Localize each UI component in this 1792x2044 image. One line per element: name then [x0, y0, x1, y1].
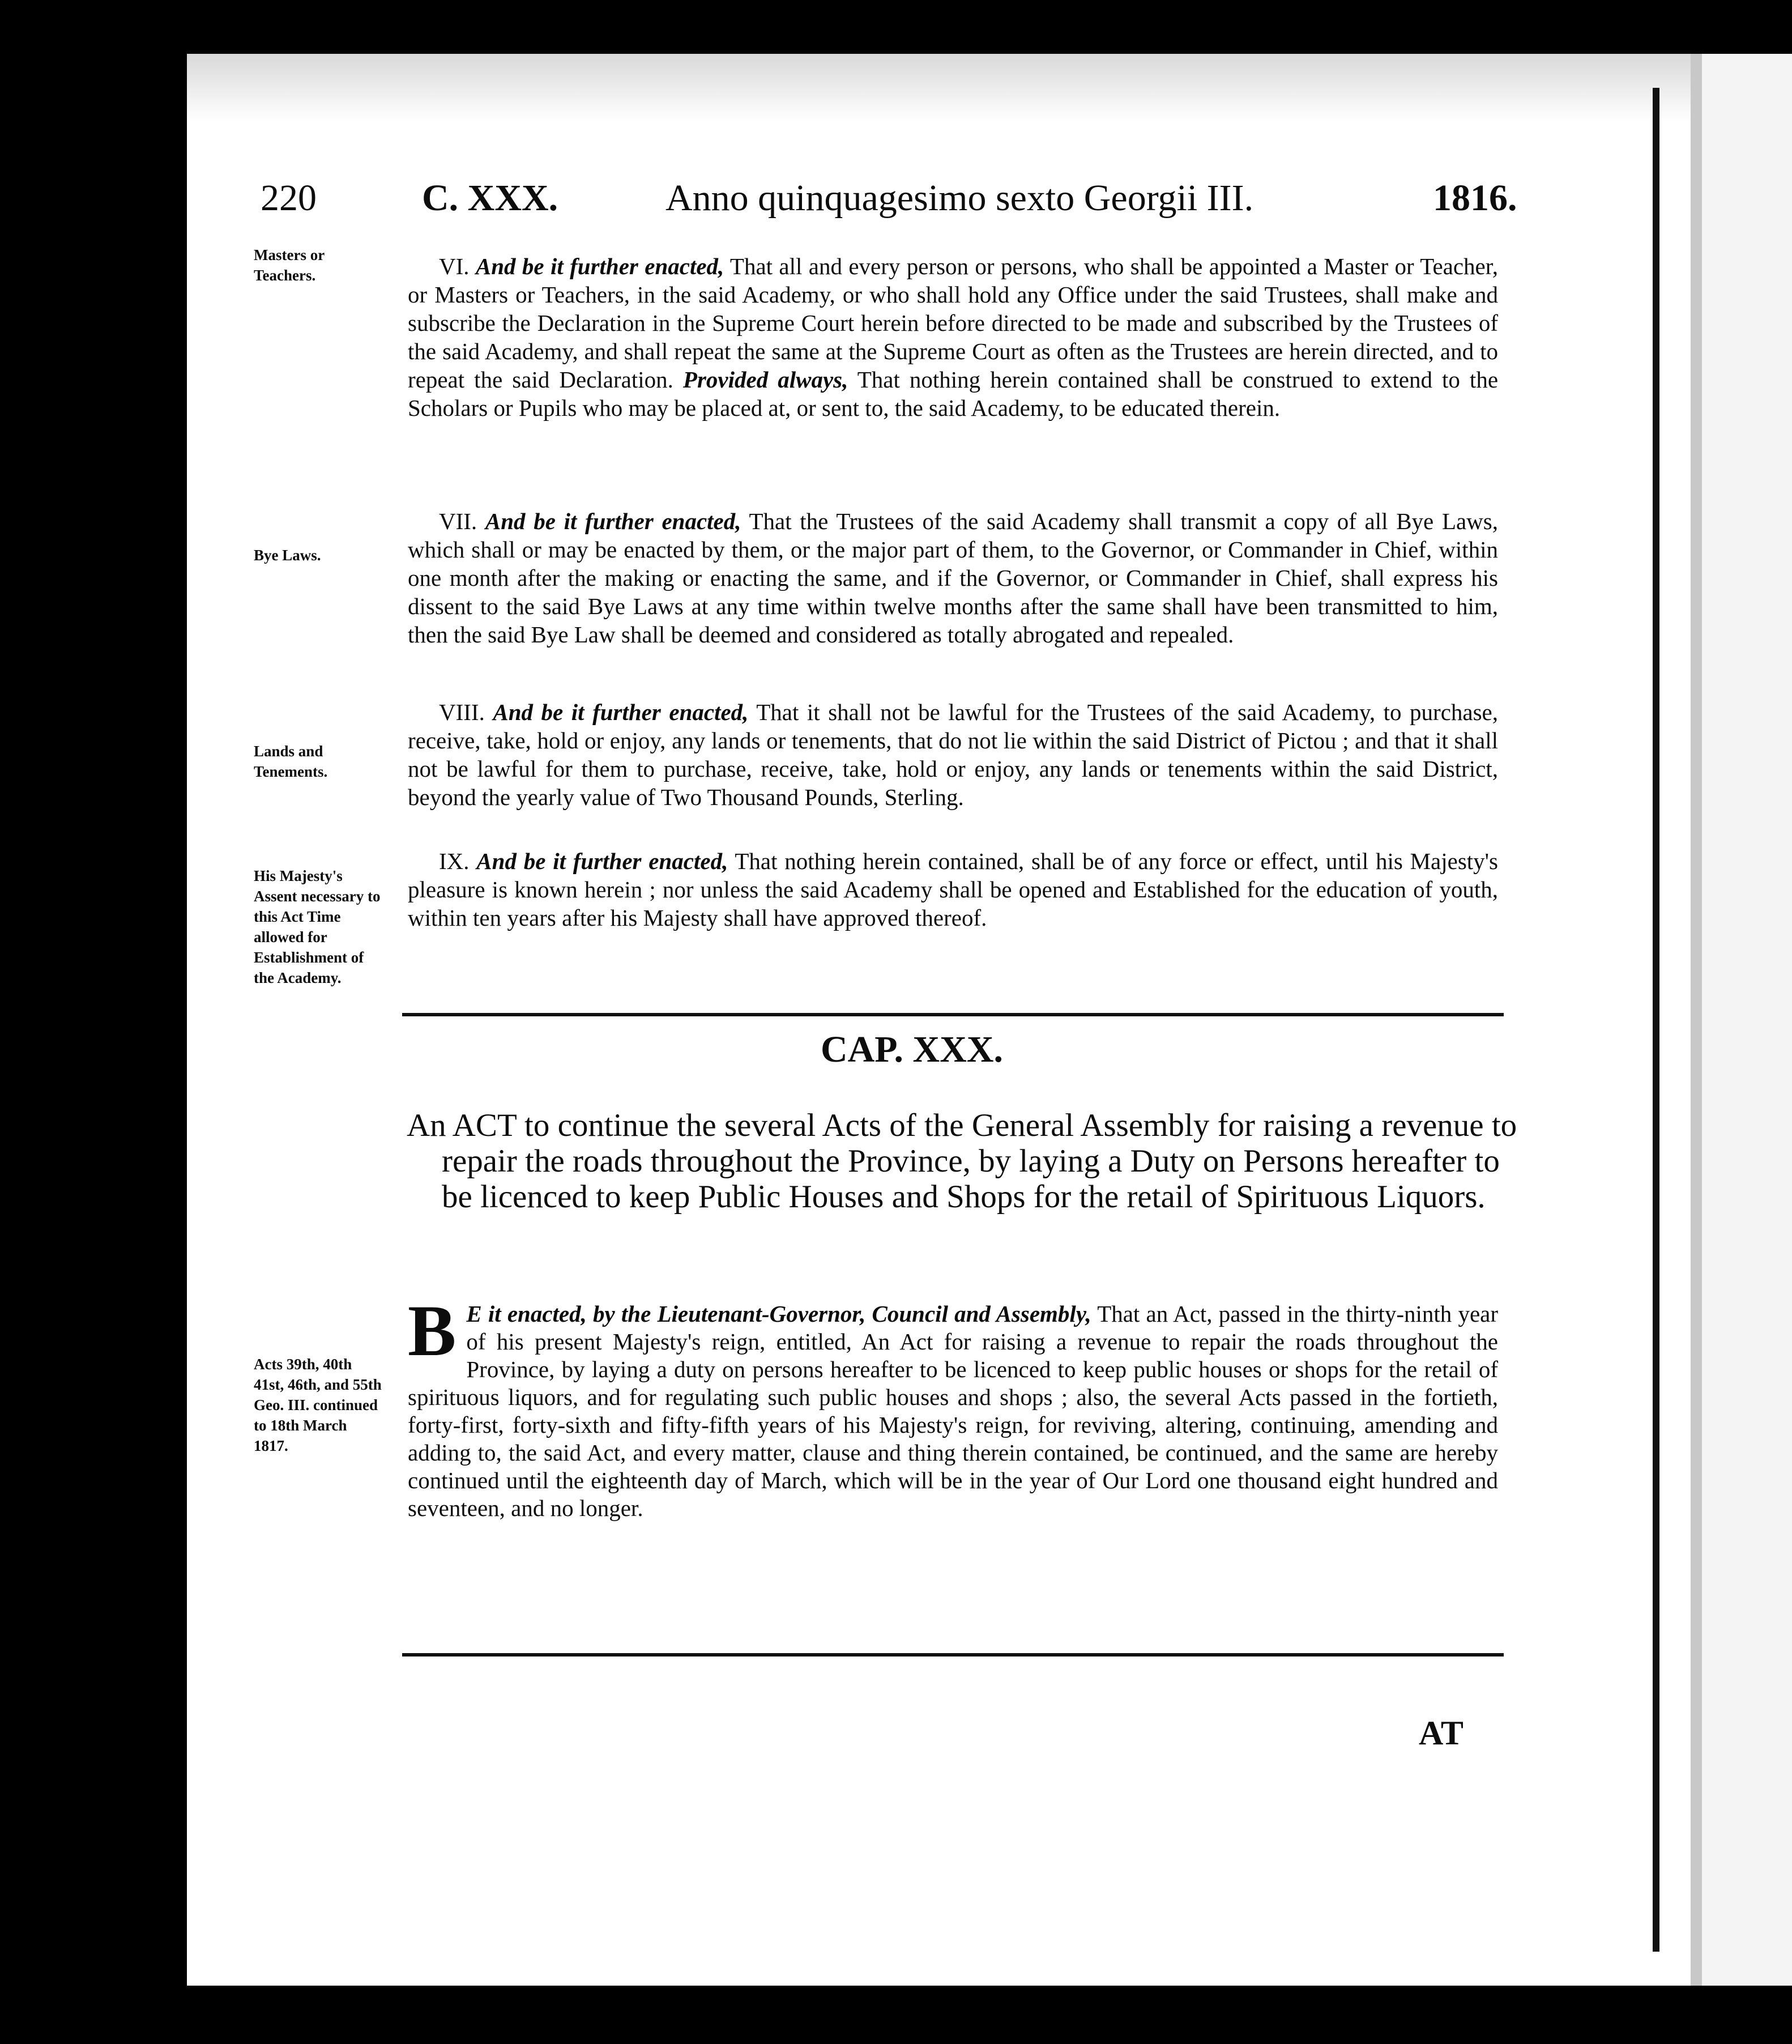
- marginal-note: His Majesty's Assent necessary to this Act Time allowed for Establishment of the Academy.: [254, 867, 381, 986]
- section-vii: [408, 507, 1498, 649]
- section-number: IX.: [439, 848, 470, 874]
- section-lead: And be it further enacted,: [493, 699, 749, 725]
- section-number: VI.: [439, 253, 470, 279]
- section-text: That the Trustees of the said Academy shall transmit a copy of all Bye Laws, which shall or may be enacted by them, or the major part of them, to the Governor, or Commander in Chief, within one month after the making or enacting the same, and if the Governor, or Commander in Chief, shall express his dissent to the said Bye Laws at any time within twelve months after the same shall have been transmitted to him, then the said Bye Law shall be deemed and considered as totally abrogated and repealed.: [408, 508, 1498, 648]
- facing-page-edge-rule: [1653, 88, 1659, 1952]
- section-vi: [408, 252, 1498, 422]
- act-title: An ACT to continue the several Acts of the General Assembly for raising a revenue to repair the roads throughout the Province, by laying a Duty on Persons hereafter to be licenced to keep Public Houses and Shops for the retail of Spirituous Liquors.: [407, 1108, 1517, 1215]
- section-paragraph: [408, 847, 1498, 932]
- section-divider-rule: [402, 1013, 1504, 1016]
- section-text: That all and every person or persons, who shall be appointed a Master or Teacher, or Masters or Teachers, in the said Academy, or who shall hold any Office under the said Trustees, shall make and subscribe the Declaration in the Supreme Court herein before directed to be made and subscribed by the Trustees of the said Academy, and shall repeat the same at the Supreme Court as often as the Trustees are herein directed, and to repeat the said Declaration.: [408, 253, 1498, 393]
- section-ix: [408, 847, 1498, 932]
- section-text: That nothing herein contained, shall be of any force or effect, until his Majesty's pleasure is known herein ; nor unless the said Academy shall be opened and Established for the education of youth, within ten years after his Majesty shall have approved thereof.: [408, 848, 1499, 931]
- marginal-note: Acts 39th, 40th 41st, 46th, and 55th Geo. III. continued to 18th March 1817.: [254, 1356, 382, 1454]
- end-divider-rule: [402, 1653, 1504, 1657]
- enacting-lead: E it enacted, by the Lieutenant-Governor, Council and Assembly,: [466, 1301, 1091, 1327]
- section-viii: [408, 698, 1498, 811]
- section-lead: And be it further enacted,: [475, 253, 724, 279]
- marginal-note: Masters or Teachers.: [254, 246, 325, 284]
- section-lead: And be it further enacted,: [476, 848, 728, 874]
- section-lead: And be it further enacted,: [485, 508, 741, 534]
- proviso-lead: Provided always,: [682, 367, 848, 393]
- running-head-title: Anno quinquagesimo sexto Georgii III.: [665, 177, 1254, 219]
- marginal-note: Lands and Tenements.: [254, 743, 328, 780]
- section-paragraph: [408, 252, 1498, 422]
- section-paragraph: [408, 507, 1498, 649]
- drop-cap: B: [408, 1291, 456, 1371]
- section-paragraph: [408, 698, 1498, 811]
- proviso-text: That nothing herein contained shall be construed to extend to the Scholars or Pupils who may be placed at, or sent to, the said Academy, to be educated therein.: [408, 367, 1499, 421]
- book-gutter: [1691, 54, 1702, 1986]
- running-head-chapter: C. XXX.: [422, 177, 558, 219]
- marginal-note: Bye Laws.: [254, 547, 321, 564]
- catchword: AT: [1419, 1714, 1464, 1752]
- enacting-text: That an Act, passed in the thirty-ninth year of his present Majesty's reign, entitled, An Act for raising a revenue to repair the roads throughout the Province, by laying a duty on persons hereafter to be licenced to keep public houses or shops for the retail of spirituous liquors, and for regulating such public houses and shops ; also, the several Acts passed in the fortieth, forty-first, forty-sixth and fifty-fifth years of his Majesty's reign, for reviving, altering, continuing, amending and adding to, the said Act, and every matter, clause and thing therein contained, be continued, and the same are hereby continued until the eighteenth day of March, which will be in the year of Our Lord one thousand eight hundred and seventeen, and no longer.: [408, 1301, 1498, 1521]
- facing-page: [1702, 54, 1792, 1986]
- enacting-clause: [408, 1291, 1498, 1522]
- section-number: VII.: [439, 508, 477, 534]
- section-text: That it shall not be lawful for the Trustees of the said Academy, to purchase, receive, take, hold or enjoy, any lands or tenements, that do not lie within the said District of Pictou ; and that it shall not be lawful for them to purchase, receive, take, hold or enjoy, any lands or tenements within the said District, beyond the yearly value of Two Thousand Pounds, Sterling.: [408, 699, 1498, 810]
- chapter-heading: CAP. XXX.: [820, 1029, 1004, 1070]
- page-number: 220: [261, 177, 317, 219]
- section-number: VIII.: [439, 699, 485, 725]
- running-head-year: 1816.: [1433, 177, 1517, 219]
